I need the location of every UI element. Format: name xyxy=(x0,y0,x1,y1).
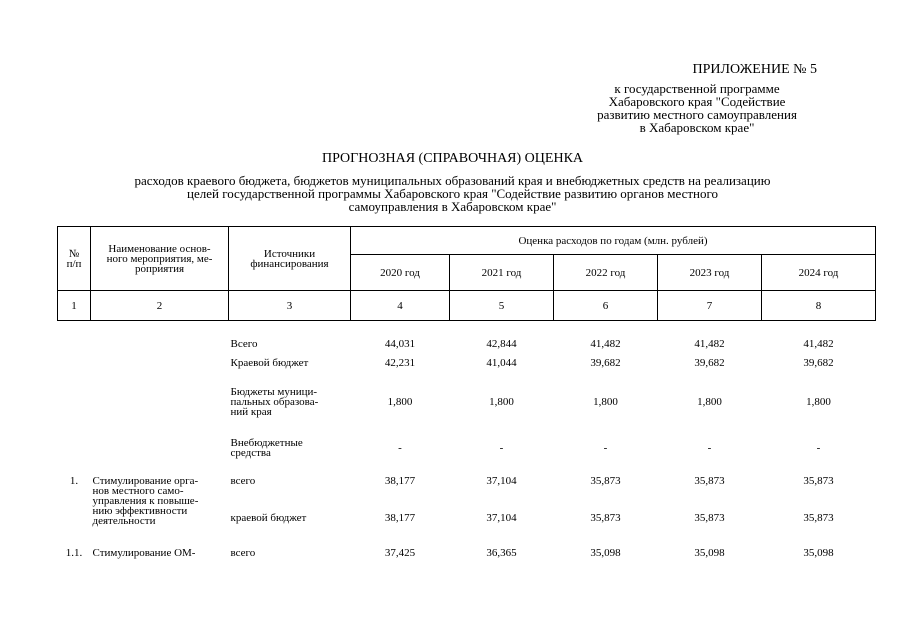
appendix-subtitle-line: развитию местного самоуправления xyxy=(597,107,797,122)
row-value: 42,231 xyxy=(384,356,416,369)
table-row xyxy=(58,428,876,468)
column-number: 6 xyxy=(554,291,658,321)
column-number: 8 xyxy=(762,291,876,321)
row-source: краевой бюджет xyxy=(230,511,307,524)
document-subtitle-line: целей государственной программы Хабаровского края "Содействие развитию органов местного xyxy=(187,186,718,201)
row-value: 35,098 xyxy=(590,546,621,559)
row-value: 41,482 xyxy=(590,337,621,350)
header-year: 2020 год xyxy=(351,255,450,291)
row-name xyxy=(91,428,229,468)
appendix-title: ПРИЛОЖЕНИЕ № 5 xyxy=(692,62,817,77)
row-value: 1,800 xyxy=(697,396,722,408)
row-value: 39,682 xyxy=(694,356,725,369)
row-value: - xyxy=(398,441,402,454)
row-number: 1. xyxy=(69,474,79,487)
row-value: - xyxy=(707,441,712,454)
row-name: Стимулирование орга- нов местного само- управления к повыше- нию эффективности деятельности xyxy=(92,474,199,527)
header-year: 2024 год xyxy=(762,255,876,291)
row-value: 37,104 xyxy=(486,474,517,487)
row-value: 1,800 xyxy=(806,396,831,408)
row-value: 1,800 xyxy=(387,396,413,408)
appendix-subtitle-line: Хабаровского края "Содействие xyxy=(608,94,786,109)
row-value: - xyxy=(499,441,504,454)
row-value: 39,682 xyxy=(590,356,621,369)
row-source: всего xyxy=(230,474,256,487)
table-row xyxy=(58,349,876,377)
row-value: 1,800 xyxy=(593,396,618,408)
header-year: 2023 год xyxy=(658,255,762,291)
row-value: 35,873 xyxy=(694,474,725,487)
row-value: 35,873 xyxy=(803,511,834,524)
table-row xyxy=(58,321,876,349)
table-row xyxy=(58,538,876,568)
row-number xyxy=(58,349,91,377)
row-name xyxy=(91,349,229,377)
header-year: 2021 год xyxy=(450,255,554,291)
row-value: 35,873 xyxy=(694,511,725,524)
row-value: 37,425 xyxy=(384,546,416,559)
appendix-subtitle-line: к государственной программе xyxy=(614,81,780,96)
row-source: Бюджеты муници- пальных образова- ний края xyxy=(230,386,319,418)
header-source: Источники финансирования xyxy=(229,227,351,291)
document-heading xyxy=(0,151,905,213)
row-value: 38,177 xyxy=(384,474,416,487)
column-number: 2 xyxy=(91,291,229,321)
row-value: 35,873 xyxy=(590,511,621,524)
document-subtitle xyxy=(0,174,905,213)
column-number: 5 xyxy=(450,291,554,321)
column-number: 4 xyxy=(351,291,450,321)
row-value: 35,873 xyxy=(590,474,621,487)
header-name: Наименование основ- ного мероприятия, ме- роприятия xyxy=(91,227,229,291)
appendix-subtitle xyxy=(577,82,817,134)
column-number: 3 xyxy=(229,291,351,321)
header-year: 2022 год xyxy=(554,255,658,291)
document-title: ПРОГНОЗНАЯ (СПРАВОЧНАЯ) ОЦЕНКА xyxy=(321,151,584,166)
column-number: 1 xyxy=(58,291,91,321)
row-source: Всего xyxy=(230,337,258,350)
row-value: 37,104 xyxy=(486,511,517,524)
row-number xyxy=(58,498,91,538)
row-value: 36,365 xyxy=(486,546,517,559)
row-source: всего xyxy=(230,546,256,559)
row-value: 41,482 xyxy=(694,337,725,350)
document-subtitle-line: расходов краевого бюджета, бюджетов муниципальных образований края и внебюджетных средств на реализацию xyxy=(134,173,771,188)
row-name xyxy=(91,377,229,428)
row-number xyxy=(58,321,91,349)
row-number xyxy=(58,428,91,468)
row-value: 44,031 xyxy=(384,337,416,350)
row-value: 42,844 xyxy=(486,337,517,350)
appendix-subtitle-line: в Хабаровском крае" xyxy=(639,120,755,135)
table-row xyxy=(58,468,876,498)
row-value: 35,098 xyxy=(803,546,834,559)
row-source: Внебюджетные средства xyxy=(230,436,303,459)
row-name xyxy=(91,321,229,349)
header-estimate: Оценка расходов по годам (млн. рублей) xyxy=(351,227,876,255)
estimate-table xyxy=(57,226,876,568)
row-value: - xyxy=(816,441,821,454)
row-value: 35,873 xyxy=(803,474,834,487)
row-name: Стимулирование ОМ- xyxy=(92,546,196,559)
column-number: 7 xyxy=(658,291,762,321)
row-value: 39,682 xyxy=(803,356,834,369)
row-source: Краевой бюджет xyxy=(230,356,309,369)
row-value: 38,177 xyxy=(384,511,416,524)
row-number xyxy=(58,377,91,428)
row-number: 1.1. xyxy=(65,546,83,559)
table-row xyxy=(58,377,876,428)
document-subtitle-line: самоуправления в Хабаровском крае" xyxy=(348,199,557,214)
header-num: № п/п xyxy=(58,227,91,291)
row-value: 41,044 xyxy=(486,356,517,369)
row-value: 1,800 xyxy=(489,396,514,408)
row-value: 41,482 xyxy=(803,337,834,350)
row-value: - xyxy=(603,441,608,454)
appendix-block xyxy=(537,62,817,134)
row-value: 35,098 xyxy=(694,546,725,559)
